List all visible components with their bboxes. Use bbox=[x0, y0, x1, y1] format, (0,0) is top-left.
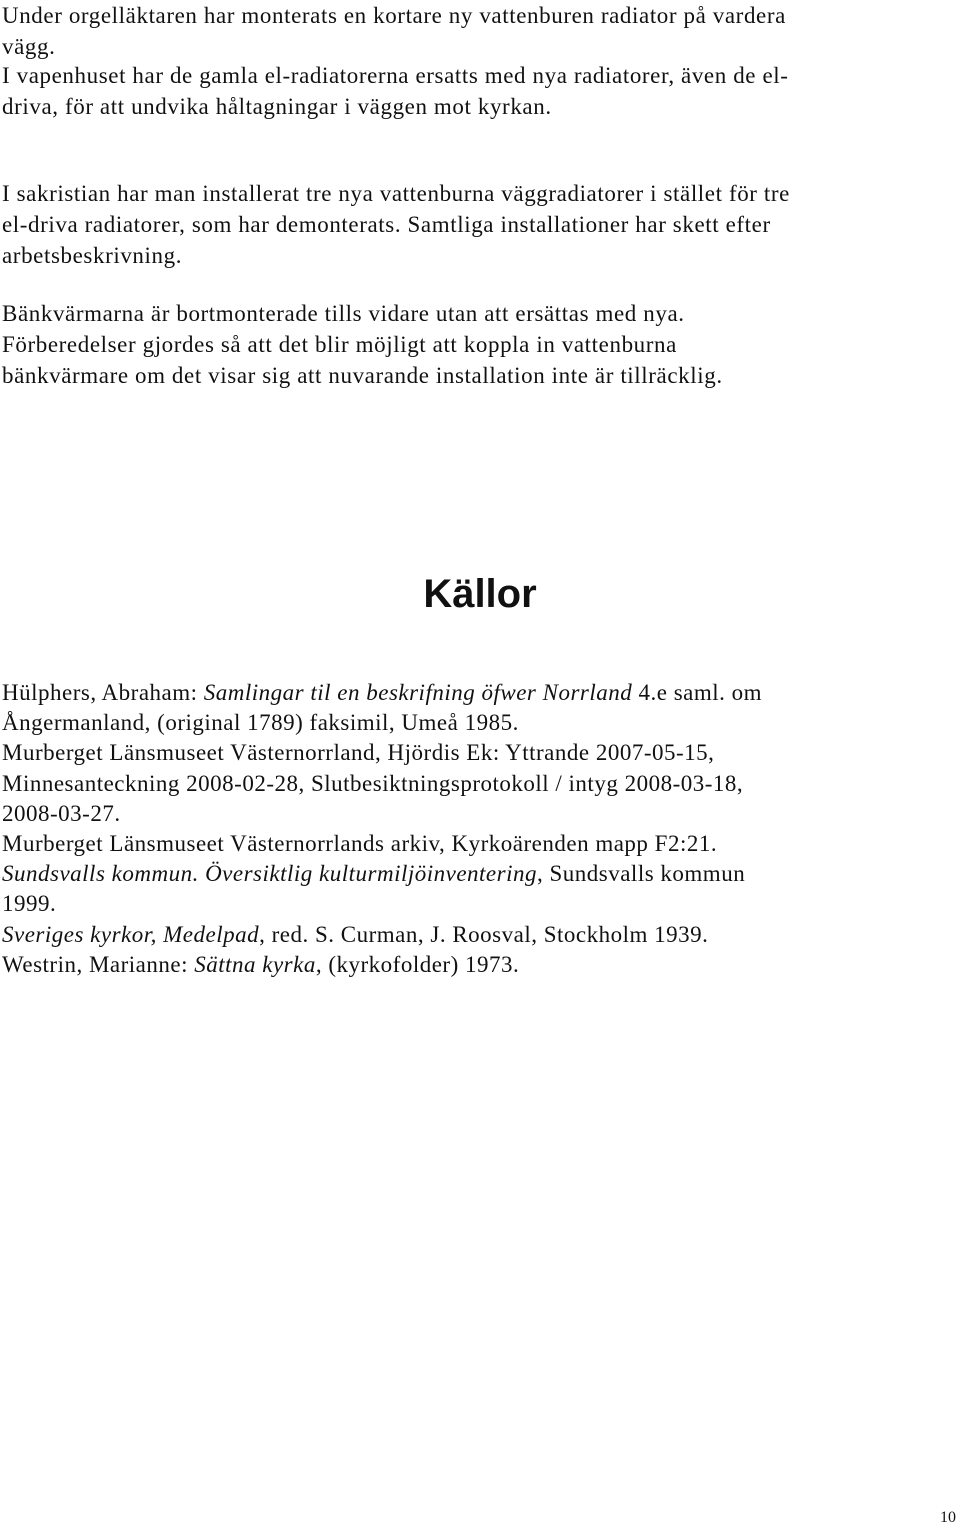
text-line: I vapenhuset har de gamla el-radiatorerna ersatts med nya radiatorer, även de el- bbox=[2, 63, 789, 88]
source-line bbox=[2, 829, 952, 859]
sources-list bbox=[2, 678, 952, 980]
source-text: Murberget Länsmuseet Västernorrland, Hjördis Ek: Yttrande 2007-05-15, bbox=[2, 740, 715, 766]
text-line: driva, för att undvika håltagningar i väggen mot kyrkan. bbox=[2, 94, 552, 119]
source-line bbox=[2, 738, 952, 768]
source-text: Minnesanteckning 2008-02-28, Slutbesiktningsprotokoll / intyg 2008-03-18, bbox=[2, 770, 744, 796]
source-title: Sundsvalls kommun. Översiktlig kulturmiljöinventering bbox=[2, 861, 537, 887]
source-line bbox=[2, 769, 952, 799]
text-line: I sakristian har man installerat tre nya vattenburna väggradiatorer i stället för tre bbox=[2, 181, 790, 206]
paragraph-organ-loft bbox=[2, 0, 952, 62]
source-title: Samlingar til en beskrifning öfwer Norrland bbox=[203, 680, 633, 705]
text-line: Förberedelser gjordes så att det blir möjligt att koppla in vattenburna bbox=[2, 332, 677, 357]
text-line: Bänkvärmarna är bortmonterade tills vidare utan att ersättas med nya. bbox=[2, 301, 685, 326]
source-line bbox=[2, 859, 952, 889]
paragraph-sacristy bbox=[2, 178, 952, 271]
source-text: , Sundsvalls kommun bbox=[536, 861, 746, 887]
source-text: 4.e saml. om bbox=[632, 680, 763, 705]
source-text: 2008-03-27. bbox=[2, 800, 121, 826]
source-text: Ångermanland, (original 1789) faksimil, Umeå 1985. bbox=[2, 710, 519, 736]
source-text: , red. S. Curman, J. Roosval, Stockholm 1939. bbox=[259, 921, 709, 947]
sources-heading: Källor bbox=[423, 572, 537, 616]
source-line bbox=[2, 799, 952, 829]
source-line bbox=[2, 950, 952, 980]
text-line: Under orgelläktaren har monterats en kortare ny vattenburen radiator på vardera bbox=[2, 3, 786, 28]
source-title: Sveriges kyrkor, Medelpad bbox=[2, 921, 260, 947]
source-text: 1999. bbox=[2, 891, 57, 917]
source-title: Sättna kyrka bbox=[194, 951, 316, 977]
source-text: Murberget Länsmuseet Västernorrlands arkiv, Kyrkoärenden mapp F2:21. bbox=[2, 831, 718, 857]
text-line: arbetsbeskrivning. bbox=[2, 243, 183, 268]
source-line bbox=[2, 678, 952, 708]
source-line bbox=[2, 889, 952, 919]
text-line: bänkvärmare om det visar sig att nuvarande installation inte är tillräcklig. bbox=[2, 363, 723, 388]
source-text: Hülphers, Abraham: bbox=[2, 680, 204, 705]
page-number: 10 bbox=[940, 1509, 956, 1526]
source-line bbox=[2, 708, 952, 738]
paragraph-pew-heaters bbox=[2, 298, 952, 391]
source-line bbox=[2, 920, 952, 950]
source-text: Westrin, Marianne: bbox=[2, 951, 195, 977]
text-line: vägg. bbox=[2, 34, 56, 59]
source-text: , (kyrkofolder) 1973. bbox=[315, 951, 520, 977]
paragraph-porch bbox=[2, 60, 952, 122]
text-line: el-driva radiatorer, som har demonterats. Samtliga installationer har skett efter bbox=[2, 212, 771, 237]
